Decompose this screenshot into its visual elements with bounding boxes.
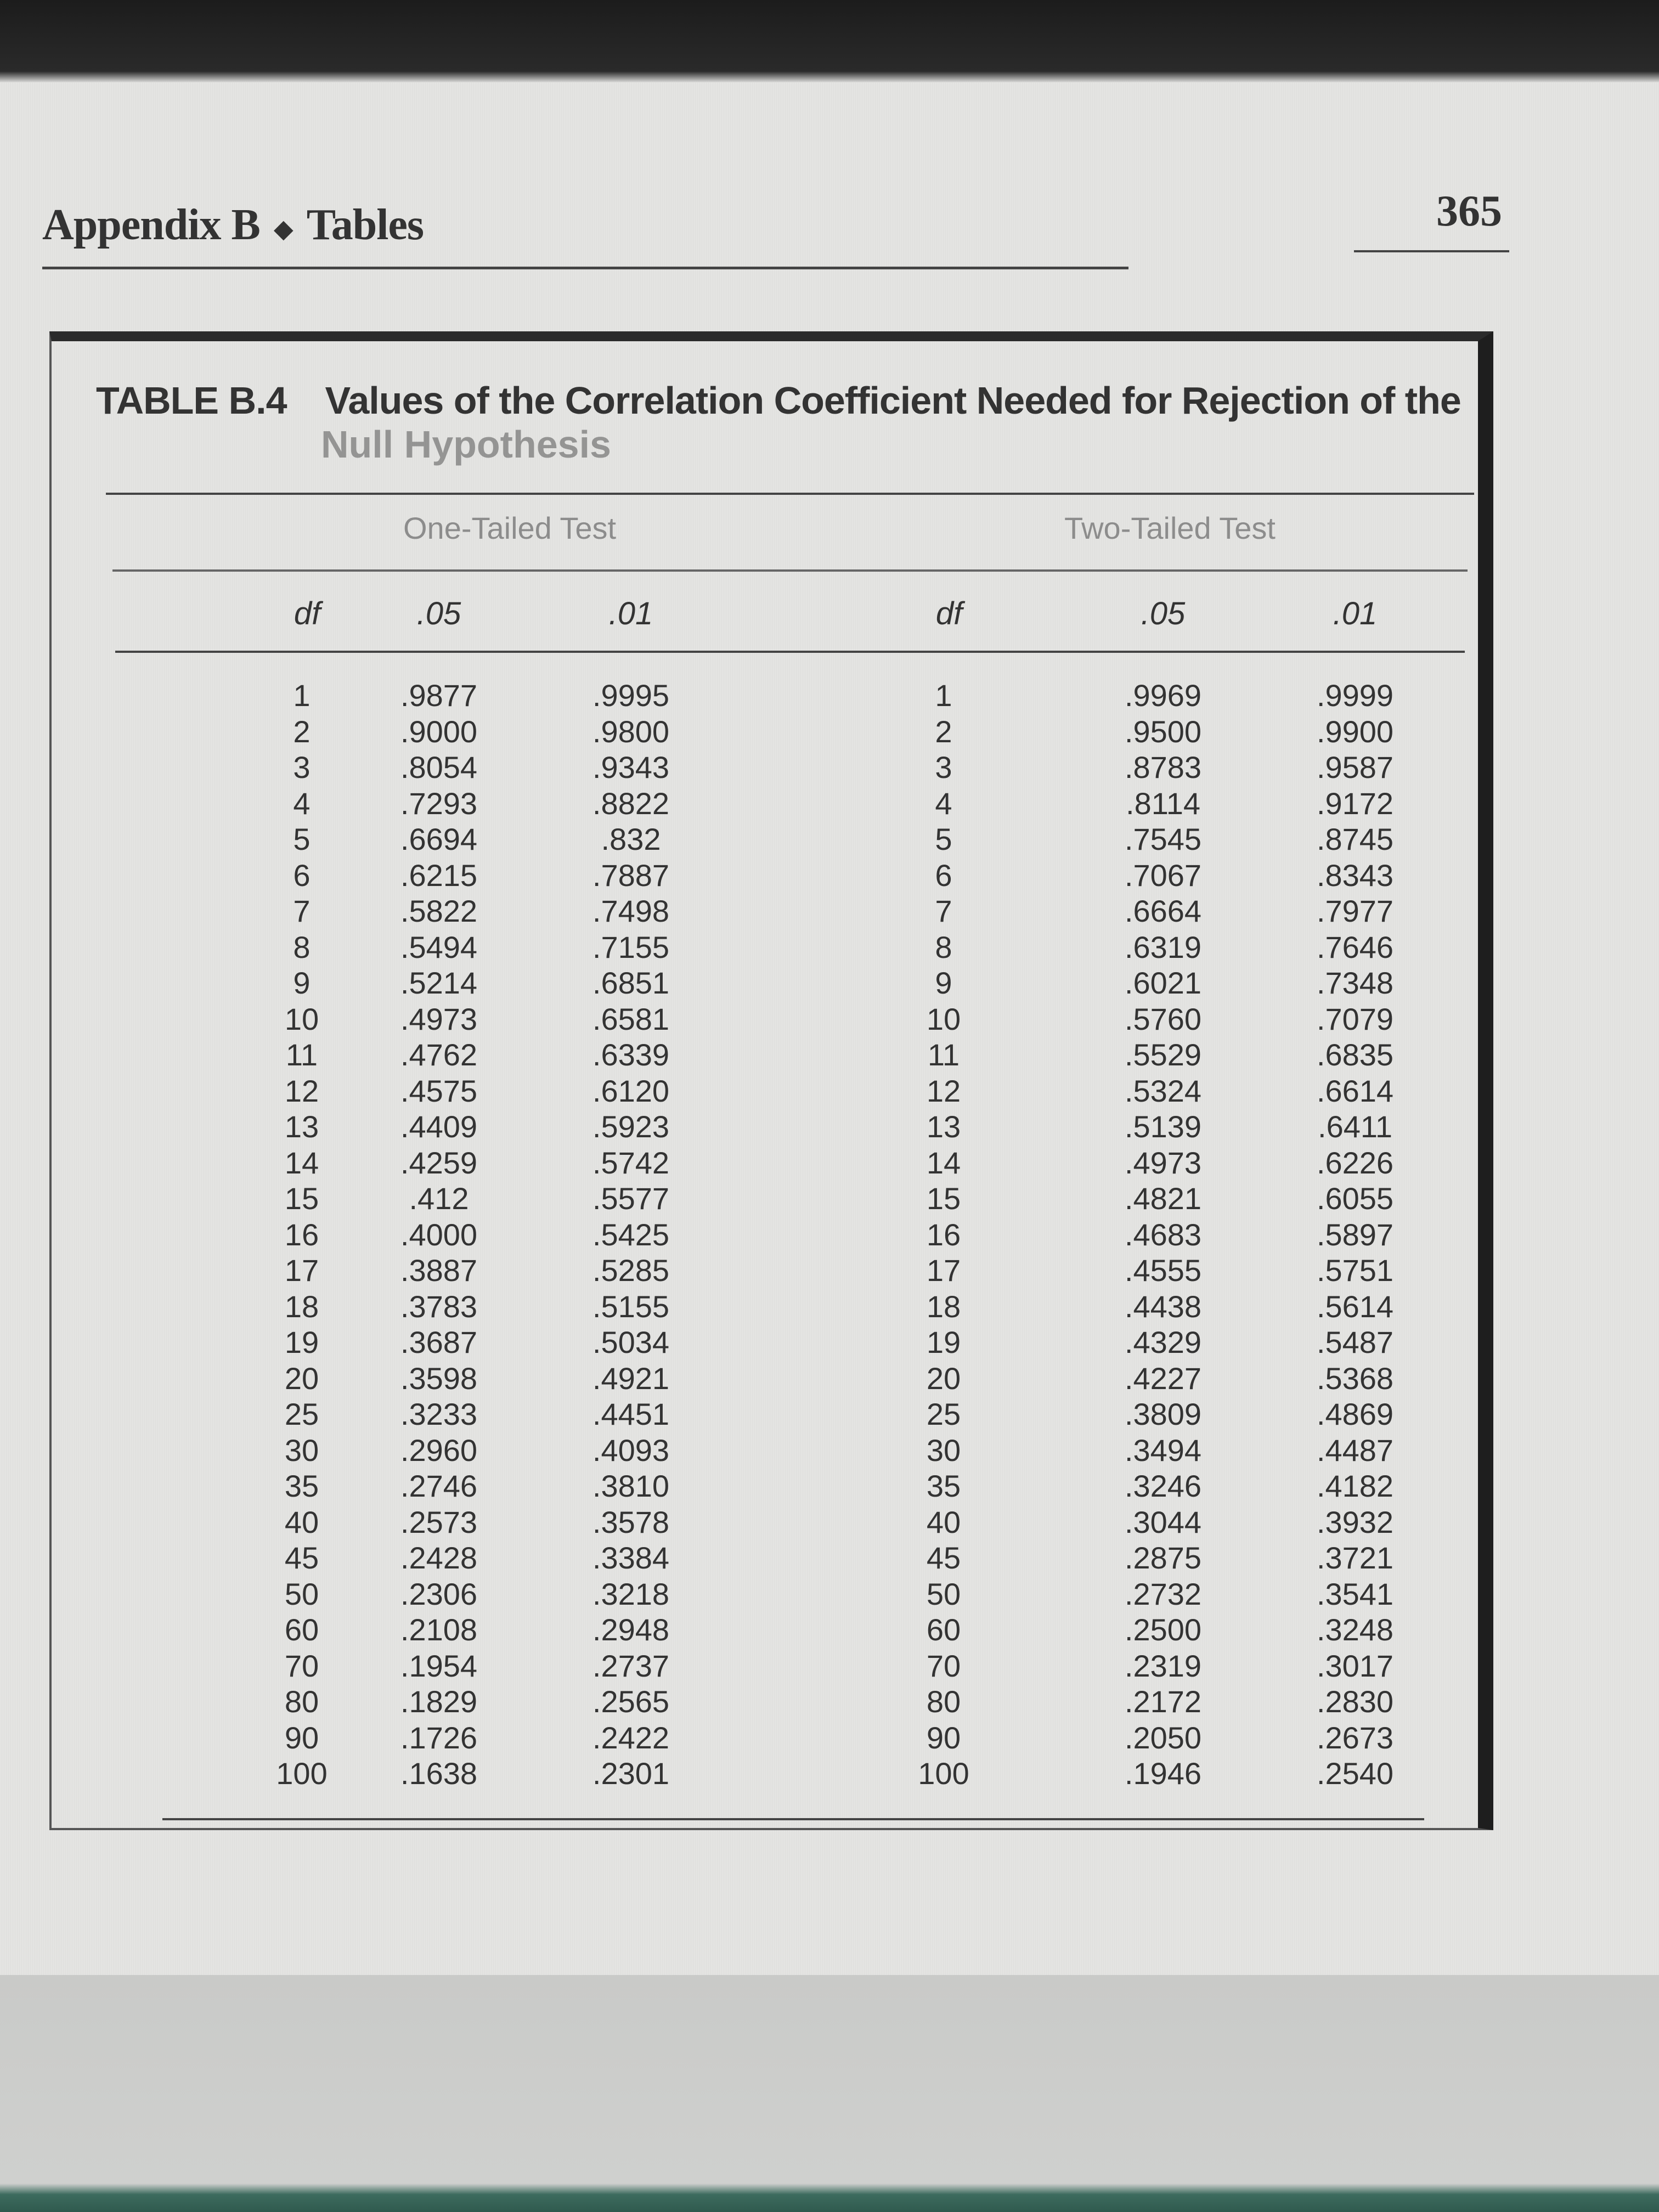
cell-two-tailed-05: .6664 xyxy=(1124,894,1202,928)
cell-df: 100 xyxy=(276,1756,328,1791)
cell-two-tailed-05: .4329 xyxy=(1124,1325,1202,1359)
cell-two-tailed-01: .7646 xyxy=(1316,929,1394,964)
cell-two-tailed-01: .5368 xyxy=(1316,1361,1394,1396)
cell-one-tailed-05: .4000 xyxy=(400,1217,478,1252)
cell-two-tailed-05: .1946 xyxy=(1124,1756,1202,1791)
cell-df: 17 xyxy=(284,1253,319,1288)
running-head xyxy=(42,200,424,250)
cell-one-tailed-05: .4259 xyxy=(400,1145,478,1180)
cell-two-tailed-01: .6226 xyxy=(1316,1145,1394,1180)
cell-one-tailed-05: .3233 xyxy=(400,1397,478,1431)
cell-two-tailed-01: .7348 xyxy=(1316,966,1394,1000)
cell-two-tailed-05: .4227 xyxy=(1124,1361,1202,1396)
cell-one-tailed-01: .3218 xyxy=(592,1576,670,1611)
cell-df: 45 xyxy=(284,1541,319,1575)
column-header-two-tailed-01: .01 xyxy=(1333,596,1378,631)
cell-df: 80 xyxy=(284,1684,319,1719)
cell-two-tailed-01: .3017 xyxy=(1316,1648,1394,1683)
cell-one-tailed-01: .5285 xyxy=(592,1253,670,1288)
cell-two-tailed-01: .4182 xyxy=(1316,1469,1394,1503)
cell-two-tailed-05: .7067 xyxy=(1124,857,1202,893)
cell-one-tailed-05: .3598 xyxy=(400,1361,478,1396)
cell-df: 60 xyxy=(926,1612,961,1647)
cell-one-tailed-05: .3783 xyxy=(400,1289,478,1324)
table-label: TABLE B.4 xyxy=(96,379,287,422)
cell-two-tailed-01: .8343 xyxy=(1316,857,1394,893)
table-title xyxy=(96,379,1461,422)
running-head-rule xyxy=(42,267,1128,269)
cell-one-tailed-05: .1726 xyxy=(400,1720,478,1755)
cell-df: 3 xyxy=(293,750,311,785)
cell-df: 11 xyxy=(285,1037,318,1072)
bullet-icon: ◆ xyxy=(274,216,292,243)
cell-df: 70 xyxy=(284,1648,319,1683)
cell-one-tailed-05: .3687 xyxy=(400,1325,478,1359)
cell-two-tailed-05: .3494 xyxy=(1124,1432,1202,1468)
cell-one-tailed-05: .1954 xyxy=(400,1648,478,1683)
cell-df: 15 xyxy=(926,1181,961,1216)
cell-one-tailed-01: .7498 xyxy=(592,894,670,928)
cell-one-tailed-01: .9800 xyxy=(592,714,670,749)
cell-one-tailed-01: .7887 xyxy=(592,857,670,893)
cell-one-tailed-05: .2306 xyxy=(400,1576,478,1611)
cell-one-tailed-01: .5742 xyxy=(592,1145,670,1180)
cell-df: 35 xyxy=(284,1469,319,1503)
cell-two-tailed-01: .3541 xyxy=(1316,1576,1394,1611)
cell-two-tailed-05: .9969 xyxy=(1124,678,1202,713)
cell-df: 8 xyxy=(293,929,311,964)
page-number-rule xyxy=(1354,250,1509,252)
cell-two-tailed-01: .9999 xyxy=(1316,678,1394,713)
column-header-one-tailed-05: .05 xyxy=(416,596,461,631)
cell-one-tailed-05: .2108 xyxy=(400,1612,478,1647)
cell-df: 12 xyxy=(926,1073,961,1108)
cell-one-tailed-01: .3810 xyxy=(592,1469,670,1503)
column-header-one-tailed-01: .01 xyxy=(608,596,653,631)
cell-two-tailed-01: .8745 xyxy=(1316,822,1394,856)
cell-one-tailed-05: .412 xyxy=(409,1181,469,1216)
cell-one-tailed-01: .9995 xyxy=(592,678,670,713)
cell-one-tailed-01: .5425 xyxy=(592,1217,670,1252)
cell-df: 6 xyxy=(293,857,311,893)
cell-two-tailed-05: .9500 xyxy=(1124,714,1202,749)
cell-df: 20 xyxy=(926,1361,961,1396)
cell-df: 13 xyxy=(926,1109,961,1144)
cell-df: 5 xyxy=(293,822,311,856)
cell-one-tailed-05: .1638 xyxy=(400,1756,478,1791)
cell-one-tailed-01: .6581 xyxy=(592,1001,670,1036)
cell-two-tailed-05: .4973 xyxy=(1124,1145,1202,1180)
cell-two-tailed-01: .4869 xyxy=(1316,1397,1394,1431)
cell-one-tailed-01: .6851 xyxy=(592,966,670,1000)
cell-two-tailed-01: .2673 xyxy=(1316,1720,1394,1755)
cell-one-tailed-05: .1829 xyxy=(400,1684,478,1719)
cell-two-tailed-01: .2540 xyxy=(1316,1756,1394,1791)
cell-df: 30 xyxy=(284,1432,319,1468)
cell-one-tailed-01: .2422 xyxy=(592,1720,670,1755)
cell-two-tailed-05: .7545 xyxy=(1124,822,1202,856)
cell-df: 9 xyxy=(293,966,311,1000)
cell-df: 4 xyxy=(935,786,952,821)
cell-one-tailed-05: .6694 xyxy=(400,822,478,856)
cell-two-tailed-01: .6614 xyxy=(1316,1073,1394,1108)
cell-df: 8 xyxy=(935,929,952,964)
table-title-line2: Null Hypothesis xyxy=(321,423,611,466)
cell-df: 16 xyxy=(926,1217,961,1252)
cell-one-tailed-05: .5494 xyxy=(400,929,478,964)
cell-one-tailed-01: .4093 xyxy=(592,1432,670,1468)
cell-df: 6 xyxy=(935,857,952,893)
cell-df: 18 xyxy=(926,1289,961,1324)
cell-two-tailed-05: .8783 xyxy=(1124,750,1202,785)
cell-one-tailed-01: .4921 xyxy=(592,1361,670,1396)
cell-one-tailed-05: .4762 xyxy=(400,1037,478,1072)
cell-df: 90 xyxy=(284,1720,319,1755)
column-header-two-tailed-05: .05 xyxy=(1141,596,1186,631)
cell-two-tailed-01: .3248 xyxy=(1316,1612,1394,1647)
cell-one-tailed-05: .2428 xyxy=(400,1541,478,1575)
cell-df: 4 xyxy=(293,786,311,821)
cell-df: 20 xyxy=(284,1361,319,1396)
cell-two-tailed-01: .3932 xyxy=(1316,1504,1394,1539)
cell-one-tailed-01: .5155 xyxy=(592,1289,670,1324)
cell-df: 10 xyxy=(926,1001,961,1036)
cell-df: 18 xyxy=(284,1289,319,1324)
cell-one-tailed-01: .3578 xyxy=(592,1504,670,1539)
cell-one-tailed-01: .2301 xyxy=(592,1756,670,1791)
cell-df: 14 xyxy=(926,1145,961,1180)
cell-two-tailed-01: .4487 xyxy=(1316,1432,1394,1468)
cell-one-tailed-05: .3887 xyxy=(400,1253,478,1288)
cell-df: 50 xyxy=(926,1576,961,1611)
running-head-section: Tables xyxy=(306,201,424,249)
cell-two-tailed-01: .5487 xyxy=(1316,1325,1394,1359)
cell-df: 19 xyxy=(284,1325,319,1359)
cell-df: 5 xyxy=(935,822,952,856)
cell-df: 2 xyxy=(935,714,952,749)
cell-df: 60 xyxy=(284,1612,319,1647)
cell-one-tailed-05: .4973 xyxy=(400,1001,478,1036)
cell-df: 1 xyxy=(935,678,952,713)
cell-df: 80 xyxy=(926,1684,961,1719)
cell-df: 13 xyxy=(284,1109,319,1144)
cell-one-tailed-01: .3384 xyxy=(592,1541,670,1575)
cell-two-tailed-05: .2500 xyxy=(1124,1612,1202,1647)
cell-two-tailed-05: .3044 xyxy=(1124,1504,1202,1539)
cell-one-tailed-05: .5214 xyxy=(400,966,478,1000)
cell-one-tailed-05: .8054 xyxy=(400,750,478,785)
cell-two-tailed-01: .5897 xyxy=(1316,1217,1394,1252)
cell-one-tailed-01: .6339 xyxy=(592,1037,670,1072)
cell-one-tailed-01: .5923 xyxy=(592,1109,670,1144)
cell-df: 15 xyxy=(284,1181,319,1216)
column-header-df: df xyxy=(935,596,963,631)
cell-df: 25 xyxy=(284,1397,319,1431)
cell-one-tailed-01: .5034 xyxy=(592,1325,670,1359)
cell-two-tailed-05: .4683 xyxy=(1124,1217,1202,1252)
page-number: 365 xyxy=(1436,187,1502,235)
cell-df: 100 xyxy=(918,1756,969,1791)
cell-two-tailed-01: .6055 xyxy=(1316,1181,1394,1216)
cell-two-tailed-05: .5139 xyxy=(1124,1109,1202,1144)
cell-two-tailed-01: .2830 xyxy=(1316,1684,1394,1719)
cell-df: 45 xyxy=(926,1541,961,1575)
running-head-appendix: Appendix B xyxy=(42,201,260,249)
cell-two-tailed-01: .5751 xyxy=(1316,1253,1394,1288)
cell-one-tailed-01: .8822 xyxy=(592,786,670,821)
cell-two-tailed-01: .6835 xyxy=(1316,1037,1394,1072)
group-one-tailed: One-Tailed Test xyxy=(403,511,617,545)
cell-df: 17 xyxy=(926,1253,961,1288)
cell-df: 7 xyxy=(935,894,952,928)
cell-two-tailed-05: .4438 xyxy=(1124,1289,1202,1324)
title-rule xyxy=(106,493,1474,495)
cell-two-tailed-05: .6021 xyxy=(1124,966,1202,1000)
cell-df: 7 xyxy=(293,894,311,928)
cell-two-tailed-01: .3721 xyxy=(1316,1541,1394,1575)
cell-one-tailed-01: .4451 xyxy=(592,1397,670,1431)
header-rule xyxy=(115,651,1465,653)
cell-two-tailed-01: .6411 xyxy=(1318,1109,1392,1144)
table-title-text: Values of the Correlation Coefficient Needed for Rejection of the xyxy=(325,379,1461,422)
cell-df: 30 xyxy=(926,1432,961,1468)
cell-df: 1 xyxy=(293,678,311,713)
cell-one-tailed-01: .2737 xyxy=(592,1648,670,1683)
table-frame xyxy=(49,331,1493,1830)
cell-one-tailed-05: .2746 xyxy=(400,1469,478,1503)
cell-one-tailed-01: .2565 xyxy=(592,1684,670,1719)
cell-df: 3 xyxy=(935,750,952,785)
cell-two-tailed-01: .7079 xyxy=(1316,1001,1394,1036)
cell-df: 25 xyxy=(926,1397,961,1431)
cell-one-tailed-05: .7293 xyxy=(400,786,478,821)
cell-two-tailed-05: .2172 xyxy=(1124,1684,1202,1719)
cell-df: 16 xyxy=(284,1217,319,1252)
cell-two-tailed-05: .4821 xyxy=(1124,1181,1202,1216)
cell-df: 10 xyxy=(284,1001,319,1036)
column-header-df: df xyxy=(294,596,321,631)
cell-one-tailed-05: .5822 xyxy=(400,894,478,928)
cell-two-tailed-05: .3809 xyxy=(1124,1397,1202,1431)
cell-one-tailed-01: .7155 xyxy=(592,929,670,964)
cell-two-tailed-05: .5324 xyxy=(1124,1073,1202,1108)
cell-df: 19 xyxy=(926,1325,961,1359)
cell-one-tailed-01: .9343 xyxy=(592,750,670,785)
cell-one-tailed-01: .2948 xyxy=(592,1612,670,1647)
cell-df: 2 xyxy=(293,714,311,749)
cell-df: 50 xyxy=(284,1576,319,1611)
cell-two-tailed-01: .9172 xyxy=(1316,786,1394,821)
cell-one-tailed-01: .5577 xyxy=(592,1181,670,1216)
cell-one-tailed-05: .9877 xyxy=(400,678,478,713)
cell-one-tailed-05: .4409 xyxy=(400,1109,478,1144)
cell-df: 14 xyxy=(284,1145,319,1180)
cell-two-tailed-05: .3246 xyxy=(1124,1469,1202,1503)
cell-one-tailed-05: .4575 xyxy=(400,1073,478,1108)
cell-two-tailed-05: .5760 xyxy=(1124,1001,1202,1036)
cell-two-tailed-05: .2875 xyxy=(1124,1541,1202,1575)
cell-one-tailed-05: .9000 xyxy=(400,714,478,749)
table-bottom-rule xyxy=(162,1818,1424,1820)
cell-two-tailed-05: .6319 xyxy=(1124,929,1202,964)
cell-two-tailed-05: .5529 xyxy=(1124,1037,1202,1072)
cell-df: 11 xyxy=(927,1037,960,1072)
cell-two-tailed-05: .2732 xyxy=(1124,1576,1202,1611)
cell-one-tailed-01: .832 xyxy=(601,822,661,856)
cell-two-tailed-05: .4555 xyxy=(1124,1253,1202,1288)
cell-df: 70 xyxy=(926,1648,961,1683)
cell-one-tailed-01: .6120 xyxy=(592,1073,670,1108)
cell-two-tailed-01: .9900 xyxy=(1316,714,1394,749)
cell-two-tailed-05: .2319 xyxy=(1124,1648,1202,1683)
cell-df: 90 xyxy=(926,1720,961,1755)
cell-one-tailed-05: .2573 xyxy=(400,1504,478,1539)
cell-two-tailed-01: .9587 xyxy=(1316,750,1394,785)
cell-two-tailed-01: .5614 xyxy=(1316,1289,1394,1324)
group-two-tailed: Two-Tailed Test xyxy=(1064,511,1276,545)
group-rule xyxy=(112,569,1468,572)
cell-df: 35 xyxy=(926,1469,961,1503)
cell-one-tailed-05: .2960 xyxy=(400,1432,478,1468)
cell-two-tailed-05: .8114 xyxy=(1126,786,1200,821)
cell-two-tailed-05: .2050 xyxy=(1124,1720,1202,1755)
cell-df: 12 xyxy=(284,1073,319,1108)
cell-df: 40 xyxy=(284,1504,319,1539)
cell-df: 9 xyxy=(935,966,952,1000)
cell-two-tailed-01: .7977 xyxy=(1316,894,1394,928)
cell-df: 40 xyxy=(926,1504,961,1539)
cell-one-tailed-05: .6215 xyxy=(400,857,478,893)
